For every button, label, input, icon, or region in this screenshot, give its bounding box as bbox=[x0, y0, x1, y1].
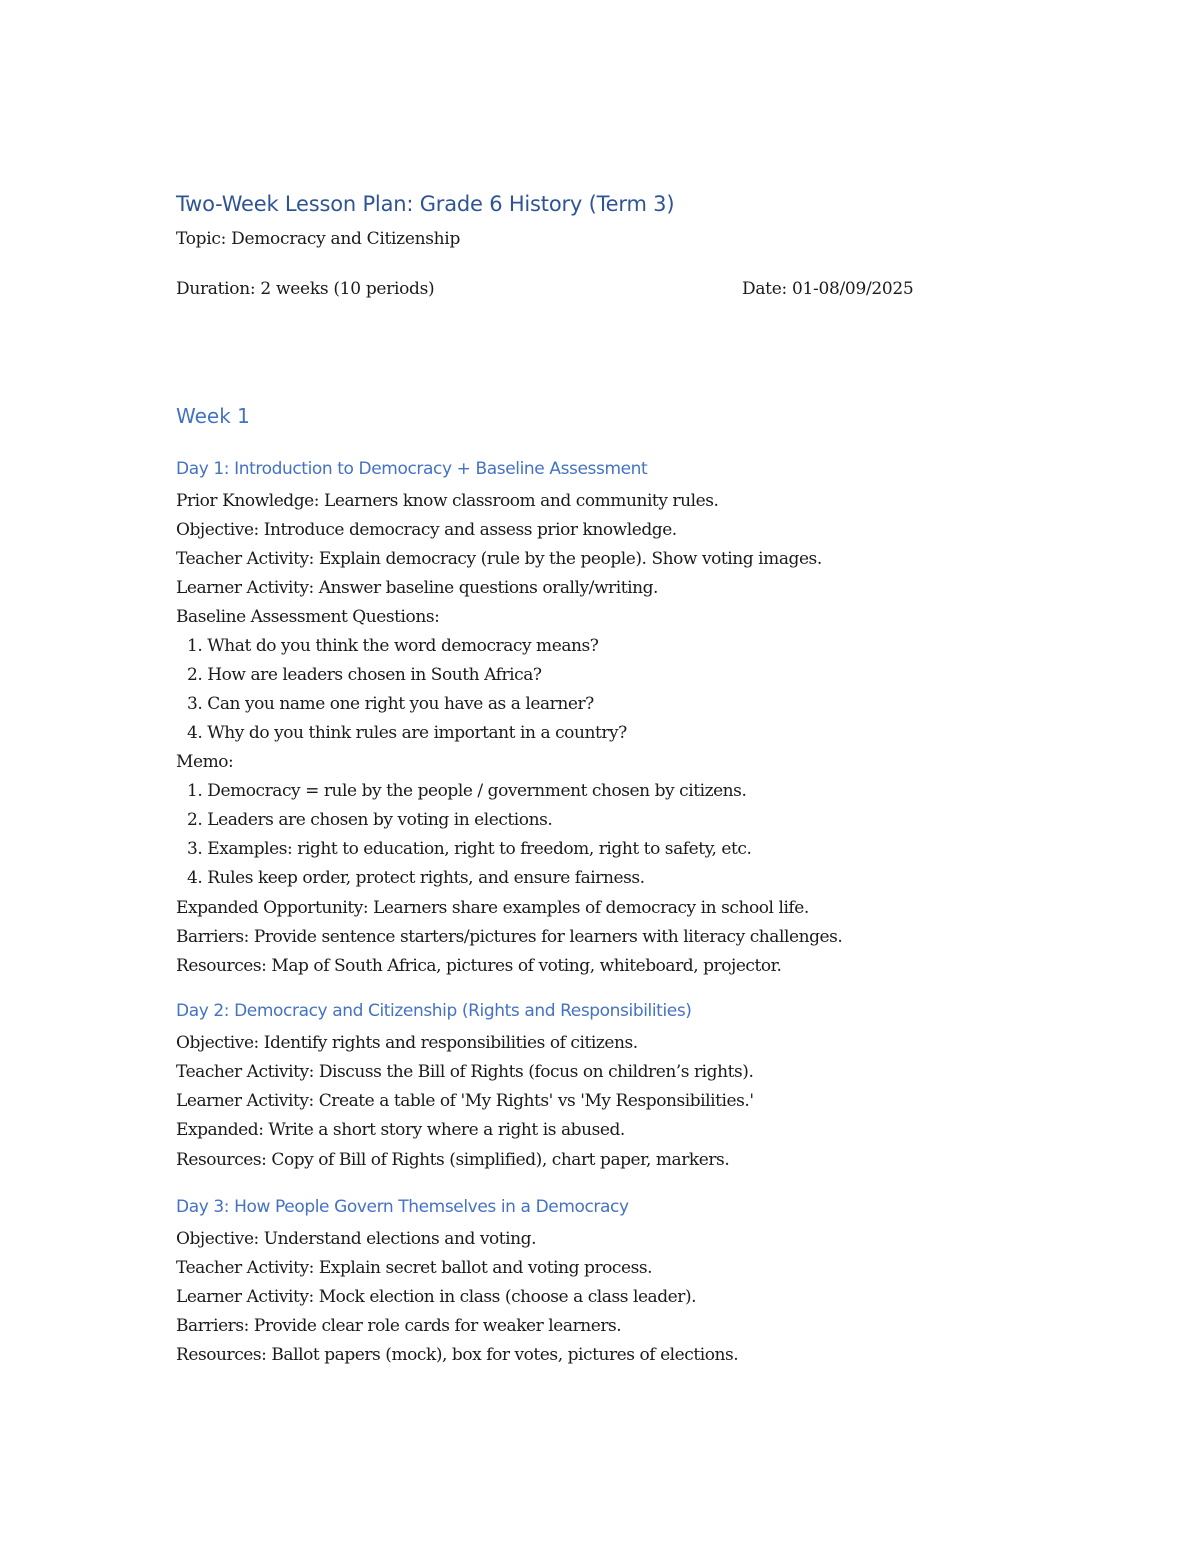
day-1-teacher-activity: Teacher Activity: Explain democracy (rule by the people). Show voting images. bbox=[176, 549, 822, 569]
memo-answer: 2. Leaders are chosen by voting in elections. bbox=[187, 810, 553, 830]
baseline-question: 4. Why do you think rules are important in a country? bbox=[187, 723, 627, 743]
day-3-objective: Objective: Understand elections and voting. bbox=[176, 1229, 537, 1249]
day-1-learner-activity: Learner Activity: Answer baseline questions orally/writing. bbox=[176, 578, 658, 598]
day-2-learner-activity: Learner Activity: Create a table of 'My Rights' vs 'My Responsibilities.' bbox=[176, 1091, 754, 1111]
baseline-question: 3. Can you name one right you have as a learner? bbox=[187, 694, 594, 714]
day-3-barriers: Barriers: Provide clear role cards for weaker learners. bbox=[176, 1316, 622, 1336]
day-2-teacher-activity: Teacher Activity: Discuss the Bill of Rights (focus on children’s rights). bbox=[176, 1062, 754, 1082]
baseline-question: 2. How are leaders chosen in South Africa? bbox=[187, 665, 542, 685]
date-line: Date: 01-08/09/2025 bbox=[742, 279, 914, 299]
memo-answer: 4. Rules keep order, protect rights, and ensure fairness. bbox=[187, 868, 645, 888]
baseline-question: 1. What do you think the word democracy means? bbox=[187, 636, 599, 656]
day-3-resources: Resources: Ballot papers (mock), box for votes, pictures of elections. bbox=[176, 1345, 739, 1365]
duration-line: Duration: 2 weeks (10 periods) bbox=[176, 279, 435, 299]
day-3-teacher-activity: Teacher Activity: Explain secret ballot and voting process. bbox=[176, 1258, 653, 1278]
day-1-heading: Day 1: Introduction to Democracy + Baseline Assessment bbox=[176, 459, 648, 479]
day-2-heading: Day 2: Democracy and Citizenship (Rights and Responsibilities) bbox=[176, 1001, 692, 1021]
page-title: Two-Week Lesson Plan: Grade 6 History (Term 3) bbox=[176, 192, 675, 216]
day-2-expanded: Expanded: Write a short story where a right is abused. bbox=[176, 1120, 625, 1140]
day-2-objective: Objective: Identify rights and responsibilities of citizens. bbox=[176, 1033, 638, 1053]
memo-answer: 1. Democracy = rule by the people / government chosen by citizens. bbox=[187, 781, 747, 801]
week-1-heading: Week 1 bbox=[176, 404, 250, 428]
day-1-resources: Resources: Map of South Africa, pictures of voting, whiteboard, projector. bbox=[176, 956, 782, 976]
topic-line: Topic: Democracy and Citizenship bbox=[176, 229, 461, 249]
memo-label: Memo: bbox=[176, 752, 234, 772]
day-2-resources: Resources: Copy of Bill of Rights (simplified), chart paper, markers. bbox=[176, 1150, 730, 1170]
day-1-prior-knowledge: Prior Knowledge: Learners know classroom and community rules. bbox=[176, 491, 719, 511]
day-3-heading: Day 3: How People Govern Themselves in a Democracy bbox=[176, 1197, 629, 1217]
day-1-expanded-opportunity: Expanded Opportunity: Learners share examples of democracy in school life. bbox=[176, 898, 809, 918]
day-3-learner-activity: Learner Activity: Mock election in class (choose a class leader). bbox=[176, 1287, 697, 1307]
day-1-barriers: Barriers: Provide sentence starters/pictures for learners with literacy challenges. bbox=[176, 927, 843, 947]
day-1-objective: Objective: Introduce democracy and assess prior knowledge. bbox=[176, 520, 677, 540]
day-1-baseline-label: Baseline Assessment Questions: bbox=[176, 607, 440, 627]
memo-answer: 3. Examples: right to education, right to freedom, right to safety, etc. bbox=[187, 839, 752, 859]
